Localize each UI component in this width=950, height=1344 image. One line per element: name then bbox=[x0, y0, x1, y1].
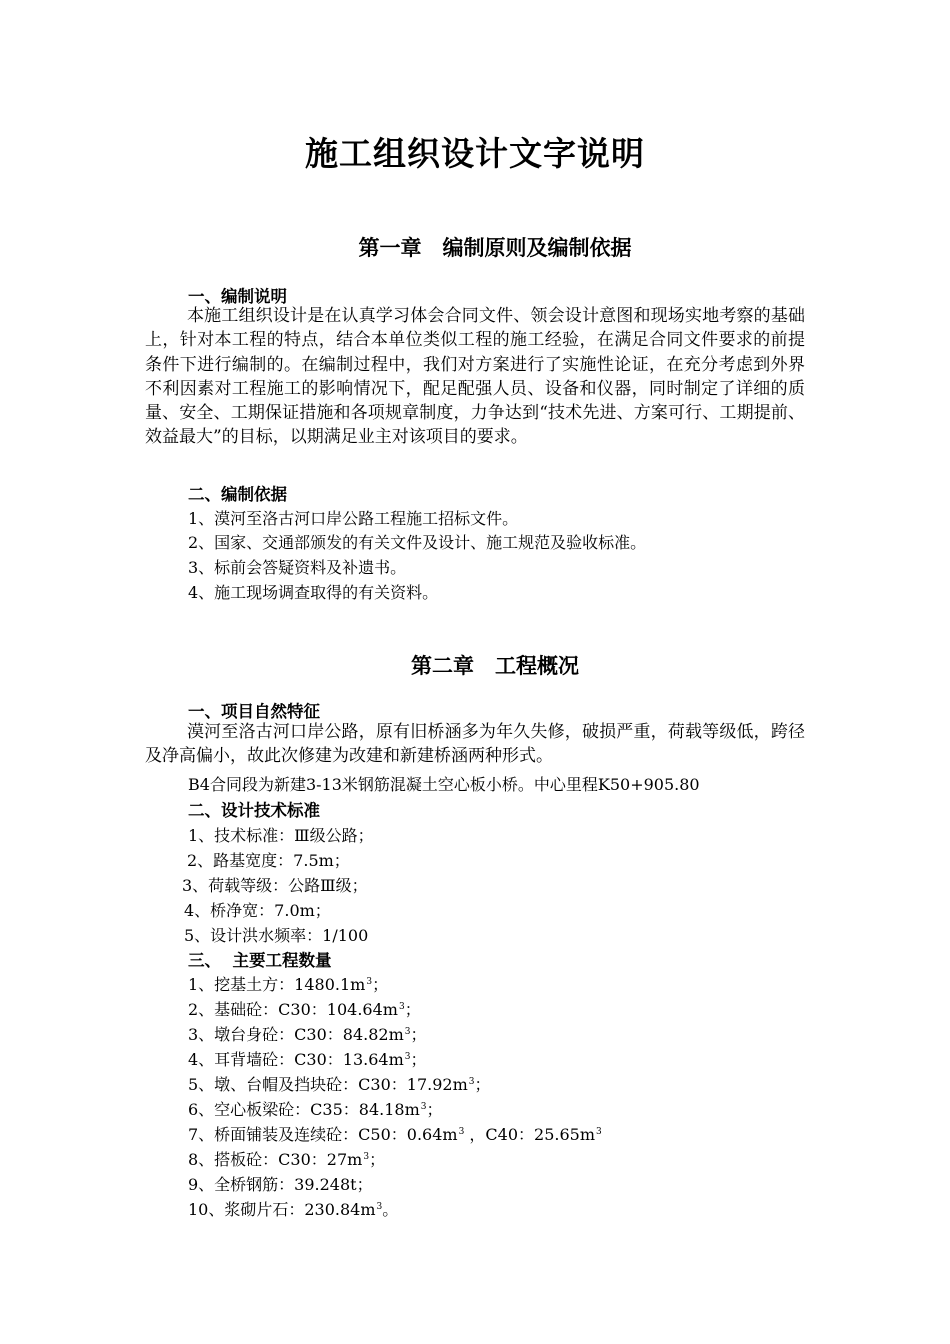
section-heading: 二、编制依据 bbox=[188, 485, 287, 504]
quantity-item: 4、耳背墙砼：C30：$13.64m^3$； bbox=[188, 1050, 427, 1069]
quantity-item: 10、浆砌片石：$230.84m^3$。 bbox=[188, 1200, 399, 1219]
document-title: 施工组织设计文字说明 bbox=[305, 134, 645, 173]
list-item: 4、桥净宽：7.0m； bbox=[184, 901, 331, 920]
quantity-item: 9、全桥钢筋：39.248t； bbox=[188, 1175, 373, 1194]
paragraph: 漠河至洛古河口岸公路，原有旧桥涵多为年久失修，破损严重，荷载等级低，跨径及净高偏小，故此次修建为改建和新建桥涵两种形式。 bbox=[145, 722, 805, 767]
section-heading: 一、编制说明 bbox=[188, 287, 287, 306]
list-item: 2、路基宽度：7.5m； bbox=[187, 851, 350, 870]
paragraph-line: B4合同段为新建3-13米钢筋混凝土空心板小桥。中心里程K50+905.80 bbox=[188, 775, 700, 794]
list-item: 3、荷载等级：公路Ⅲ级； bbox=[182, 876, 368, 895]
quantity-item: 3、墩台身砼：C30：$84.82m^3$； bbox=[188, 1025, 427, 1044]
quantity-item: 2、基础砼：C30：$104.64m^3$； bbox=[188, 1000, 421, 1019]
section-heading: 二、设计技术标准 bbox=[188, 801, 320, 820]
list-item: 4、施工现场调查取得的有关资料。 bbox=[188, 583, 439, 602]
quantity-item: 1、挖基土方：$1480.1m^3$； bbox=[188, 975, 389, 994]
quantity-item: 5、墩、台帽及挡块砼：C30：$17.92m^3$； bbox=[188, 1075, 491, 1094]
quantity-item: 6、空心板梁砼：C35：$84.18m^3$； bbox=[188, 1100, 443, 1119]
quantity-item: 8、搭板砼：C30：$27m^3$； bbox=[188, 1150, 386, 1169]
section-heading: 三、 主要工程数量 bbox=[188, 951, 332, 970]
quantity-item: 7、桥面铺装及连续砼：C50：$0.64m^3$ ，C40：$25.65m^3$ bbox=[188, 1125, 602, 1144]
chapter-2-title: 第二章 工程概况 bbox=[411, 654, 579, 678]
list-item: 3、标前会答疑资料及补遗书。 bbox=[188, 558, 407, 577]
list-item: 1、漠河至洛古河口岸公路工程施工招标文件。 bbox=[188, 509, 519, 528]
section-heading: 一、项目自然特征 bbox=[188, 702, 320, 721]
list-item: 5、设计洪水频率：1/100 bbox=[184, 926, 369, 945]
chapter-1-title: 第一章 编制原则及编制依据 bbox=[358, 236, 632, 260]
paragraph: 本施工组织设计是在认真学习体会合同文件、领会设计意图和现场实地考察的基础上，针对本工程的特点，结合本单位类似工程的施工经验，在满足合同文件要求的前提条件下进行编制的。在编制过程中，我们对方案进行了实施性论证，在充分考虑到外界不利因素对工程施工的影响情况下，配足配强人员、设备和仪器，同时制定了详细的质量、安全、工期保证措施和各项规章制度，力争达到“技术先进、方案可行、工期提前、效益最大”的目标，以期满足业主对该项目的要求。 bbox=[145, 306, 805, 448]
list-item: 1、技术标准：Ⅲ级公路； bbox=[188, 826, 374, 845]
list-item: 2、国家、交通部颁发的有关文件及设计、施工规范及验收标准。 bbox=[188, 533, 647, 552]
